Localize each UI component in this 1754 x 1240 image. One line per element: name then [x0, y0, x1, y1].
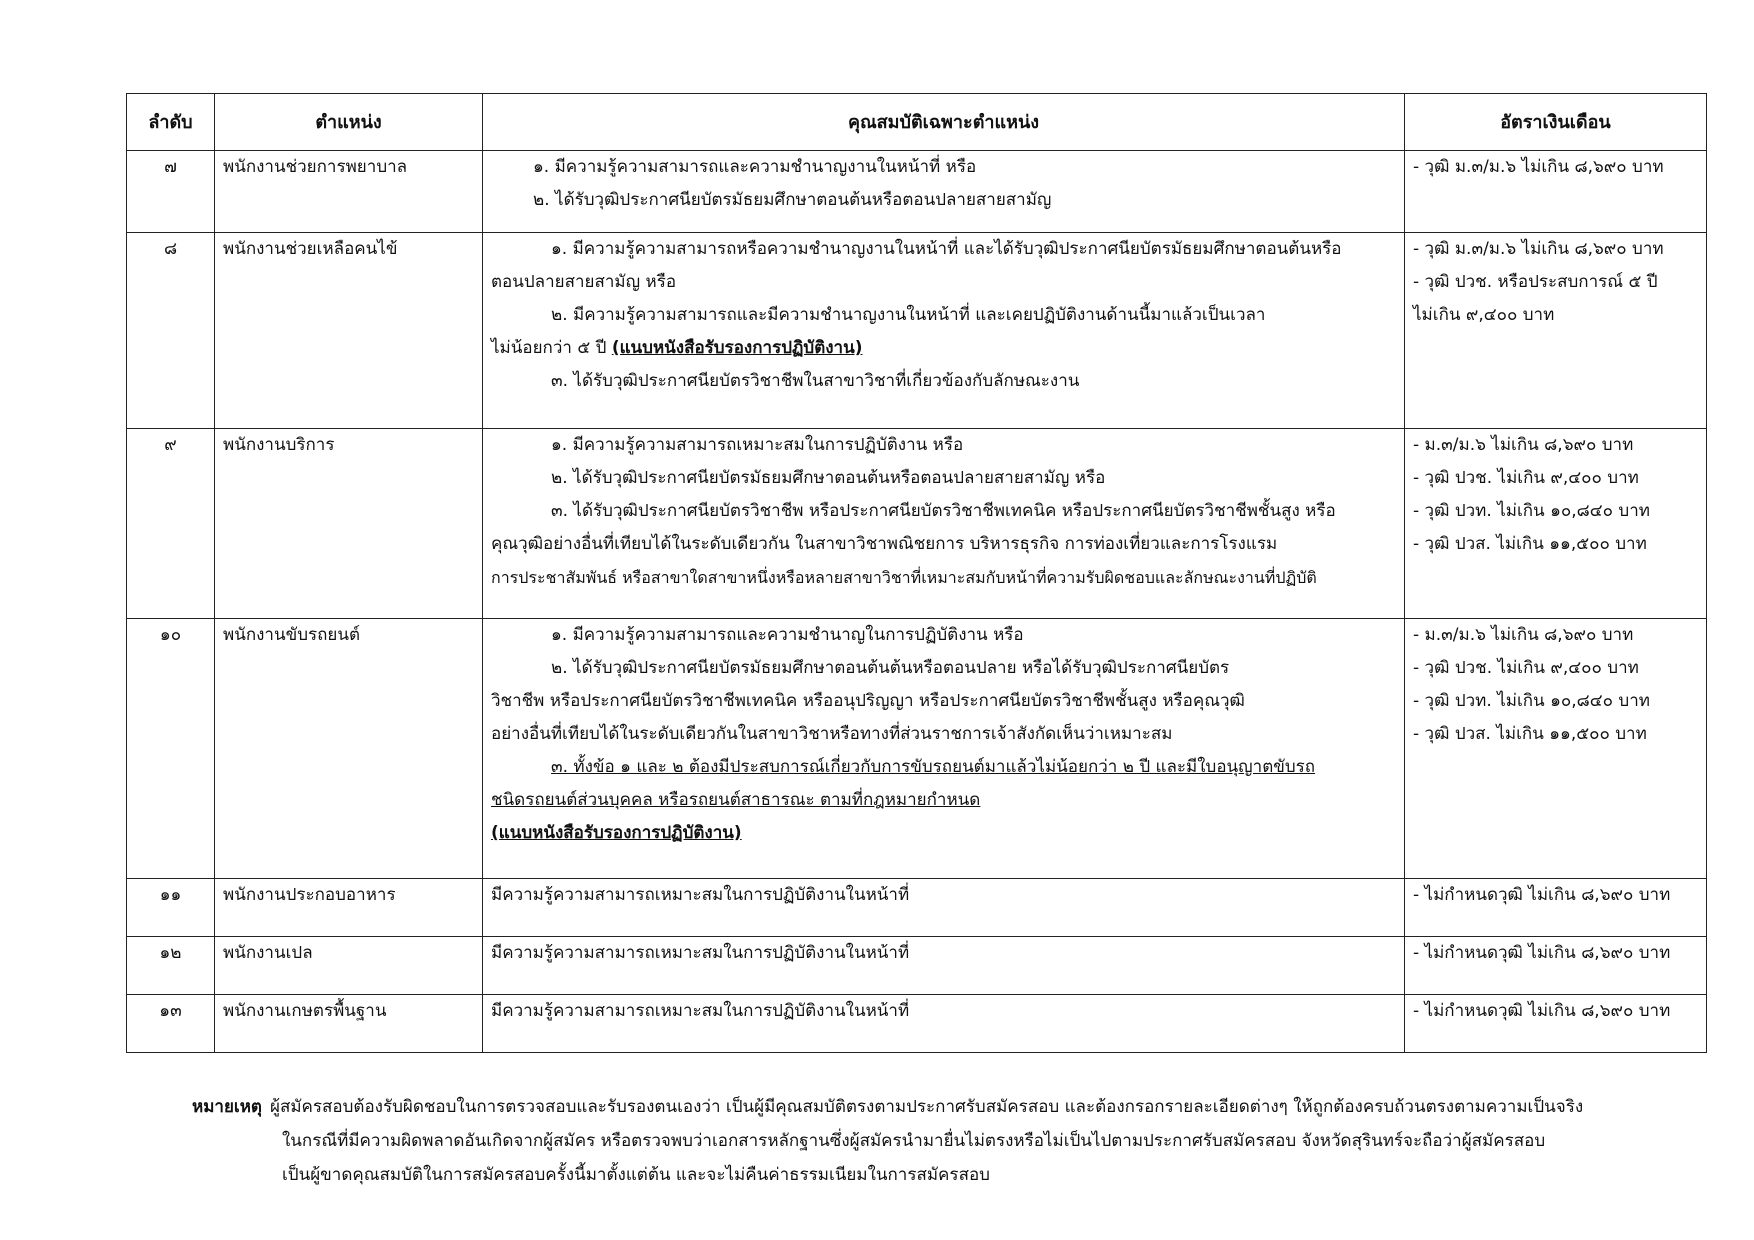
qual-line: ๑. มีความรู้ความสามารถและความชำนาญงานในหน้าที่ หรือ [533, 157, 977, 177]
salary-line: - ไม่กำหนดวุฒิ ไม่เกิน ๘,๖๙๐ บาท [1413, 885, 1671, 905]
row-position: พนักงานประกอบอาหาร [215, 879, 483, 937]
header-position: ตำแหน่ง [215, 94, 483, 151]
row-salary [1405, 879, 1707, 937]
qual-line: ๓. ได้รับวุฒิประกาศนียบัตรวิชาชีพในสาขาวิชาที่เกี่ยวข้องกับลักษณะงาน [551, 371, 1080, 391]
salary-line: - วุฒิ ปวท. ไม่เกิน ๑๐,๘๔๐ บาท [1413, 691, 1650, 711]
row-salary [1405, 937, 1707, 995]
salary-line: ไม่เกิน ๙,๔๐๐ บาท [1413, 305, 1555, 325]
note-text: ผู้สมัครสอบต้องรับผิดชอบในการตรวจสอบและรับรองตนเองว่า เป็นผู้มีคุณสมบัติตรงตามประกาศรับสมัครสอบ และต้องกรอกรายละเอียดต่างๆ ให้ถูกต้องครบถ้วนตรงตามความเป็นจริง [269, 1097, 1584, 1117]
attach-certificate-note: (แนบหนังสือรับรองการปฏิบัติงาน) [611, 338, 863, 358]
qual-line: มีความรู้ความสามารถเหมาะสมในการปฏิบัติงานในหน้าที่ [491, 1001, 910, 1021]
row-no: ๑๒ [127, 937, 215, 995]
qual-text: ไม่น้อยกว่า ๕ ปี [491, 338, 607, 358]
qual-line: ๑. มีความรู้ความสามารถเหมาะสมในการปฏิบัติงาน หรือ [551, 435, 964, 455]
qual-line: ๒. ได้รับวุฒิประกาศนียบัตรมัธยมศึกษาตอนต้นหรือตอนปลายสายสามัญ หรือ [551, 468, 1106, 488]
qual-line: ๑. มีความรู้ความสามารถและความชำนาญในการปฏิบัติงาน หรือ [551, 625, 1024, 645]
row-qualification [483, 879, 1405, 937]
row-salary [1405, 233, 1707, 429]
row-qualification [483, 937, 1405, 995]
table-row [127, 995, 1707, 1053]
table-row [127, 151, 1707, 233]
row-no: ๗ [127, 151, 215, 233]
row-qualification [483, 429, 1405, 619]
salary-line: - วุฒิ ม.๓/ม.๖ ไม่เกิน ๘,๖๙๐ บาท [1413, 157, 1664, 177]
qual-line: ๓. ทั้งข้อ ๑ และ ๒ ต้องมีประสบการณ์เกี่ยวกับการขับรถยนต์มาแล้วไม่น้อยกว่า ๒ ปี และมีใบอนุญาตขับรถ [551, 757, 1316, 777]
salary-line: - วุฒิ ปวช. ไม่เกิน ๙,๔๐๐ บาท [1413, 658, 1639, 678]
qual-line: วิชาชีพ หรือประกาศนียบัตรวิชาชีพเทคนิค หรืออนุปริญญา หรือประกาศนียบัตรวิชาชีพชั้นสูง หรือคุณวุฒิ [491, 691, 1245, 711]
row-position: พนักงานบริการ [215, 429, 483, 619]
salary-line: - วุฒิ ปวส. ไม่เกิน ๑๑,๕๐๐ บาท [1413, 534, 1647, 554]
qual-line: คุณวุฒิอย่างอื่นที่เทียบได้ในระดับเดียวกัน ในสาขาวิชาพณิชยการ บริหารธุรกิจ การท่องเที่ยวและการโรงแรม [491, 534, 1278, 554]
attach-certificate-note: (แนบหนังสือรับรองการปฏิบัติงาน) [491, 823, 742, 843]
row-qualification [483, 619, 1405, 879]
qual-line: การประชาสัมพันธ์ หรือสาขาใดสาขาหนึ่งหรือหลายสาขาวิชาที่เหมาะสมกับหน้าที่ความรับผิดชอบและลักษณะงานที่ปฏิบัติ [491, 568, 1317, 587]
qual-line: ชนิดรถยนต์ส่วนบุคคล หรือรถยนต์สาธารณะ ตามที่กฎหมายกำหนด [491, 790, 981, 810]
note-label: หมายเหตุ [192, 1097, 262, 1117]
row-no: ๑๑ [127, 879, 215, 937]
salary-line: - วุฒิ ปวท. ไม่เกิน ๑๐,๘๔๐ บาท [1413, 501, 1650, 521]
salary-line: - วุฒิ ปวช. หรือประสบการณ์ ๕ ปี [1413, 272, 1658, 292]
row-salary [1405, 429, 1707, 619]
note-line [192, 1090, 1672, 1124]
row-position: พนักงานเปล [215, 937, 483, 995]
qual-line: ๒. มีความรู้ความสามารถและมีความชำนาญงานในหน้าที่ และเคยปฏิบัติงานด้านนี้มาแล้วเป็นเวลา [551, 305, 1266, 325]
qual-line: ตอนปลายสายสามัญ หรือ [491, 272, 677, 292]
row-salary [1405, 151, 1707, 233]
row-qualification [483, 151, 1405, 233]
salary-line: - วุฒิ ม.๓/ม.๖ ไม่เกิน ๘,๖๙๐ บาท [1413, 239, 1664, 259]
table-row [127, 233, 1707, 429]
qualification-table [126, 93, 1707, 1053]
salary-line: - วุฒิ ปวช. ไม่เกิน ๙,๔๐๐ บาท [1413, 468, 1639, 488]
row-position: พนักงานเกษตรพื้นฐาน [215, 995, 483, 1053]
header-qualification: คุณสมบัติเฉพาะตำแหน่ง [483, 94, 1405, 151]
row-qualification [483, 995, 1405, 1053]
row-position: พนักงานช่วยการพยาบาล [215, 151, 483, 233]
row-no: ๙ [127, 429, 215, 619]
row-qualification [483, 233, 1405, 429]
note-line: เป็นผู้ขาดคุณสมบัติในการสมัครสอบครั้งนี้มาตั้งแต่ต้น และจะไม่คืนค่าธรรมเนียมในการสมัครสอบ [282, 1165, 990, 1185]
salary-line: - ไม่กำหนดวุฒิ ไม่เกิน ๘,๖๙๐ บาท [1413, 943, 1671, 963]
row-salary [1405, 995, 1707, 1053]
header-no: ลำดับ [127, 94, 215, 151]
table-row [127, 937, 1707, 995]
remarks-note [192, 1090, 1672, 1192]
table-header-row [127, 94, 1707, 151]
qual-line: ๒. ได้รับวุฒิประกาศนียบัตรมัธยมศึกษาตอนต้นหรือตอนปลายสายสามัญ [533, 190, 1052, 210]
salary-line: - ม.๓/ม.๖ ไม่เกิน ๘,๖๙๐ บาท [1413, 625, 1634, 645]
salary-line: - ม.๓/ม.๖ ไม่เกิน ๘,๖๙๐ บาท [1413, 435, 1634, 455]
qual-line: มีความรู้ความสามารถเหมาะสมในการปฏิบัติงานในหน้าที่ [491, 943, 910, 963]
qual-line: อย่างอื่นที่เทียบได้ในระดับเดียวกันในสาขาวิชาหรือทางที่ส่วนราชการเจ้าสังกัดเห็นว่าเหมาะสม [491, 724, 1173, 744]
header-salary: อัตราเงินเดือน [1405, 94, 1707, 151]
row-no: ๑๐ [127, 619, 215, 879]
note-line: ในกรณีที่มีความผิดพลาดอันเกิดจากผู้สมัคร หรือตรวจพบว่าเอกสารหลักฐานซึ่งผู้สมัครนำมายื่นไม่ตรงหรือไม่เป็นไปตามประกาศรับสมัครสอบ จังหวัดสุรินทร์จะถือว่าผู้สมัครสอบ [282, 1131, 1546, 1151]
row-no: ๑๓ [127, 995, 215, 1053]
salary-line: - ไม่กำหนดวุฒิ ไม่เกิน ๘,๖๙๐ บาท [1413, 1001, 1671, 1021]
row-position: พนักงานขับรถยนต์ [215, 619, 483, 879]
qual-line [491, 332, 1396, 365]
salary-line: - วุฒิ ปวส. ไม่เกิน ๑๑,๕๐๐ บาท [1413, 724, 1647, 744]
qual-line: ๒. ได้รับวุฒิประกาศนียบัตรมัธยมศึกษาตอนต้นต้นหรือตอนปลาย หรือได้รับวุฒิประกาศนียบัตร [551, 658, 1230, 678]
table-row [127, 619, 1707, 879]
table-row [127, 879, 1707, 937]
qual-line: ๓. ได้รับวุฒิประกาศนียบัตรวิชาชีพ หรือประกาศนียบัตรวิชาชีพเทคนิค หรือประกาศนียบัตรวิชาชีพชั้นสูง หรือ [551, 501, 1336, 521]
row-no: ๘ [127, 233, 215, 429]
row-position: พนักงานช่วยเหลือคนไข้ [215, 233, 483, 429]
row-salary [1405, 619, 1707, 879]
table-row [127, 429, 1707, 619]
qual-line: มีความรู้ความสามารถเหมาะสมในการปฏิบัติงานในหน้าที่ [491, 885, 910, 905]
qual-line: ๑. มีความรู้ความสามารถหรือความชำนาญงานในหน้าที่ และได้รับวุฒิประกาศนียบัตรมัธยมศึกษาตอนต้นหรือ [551, 239, 1342, 259]
